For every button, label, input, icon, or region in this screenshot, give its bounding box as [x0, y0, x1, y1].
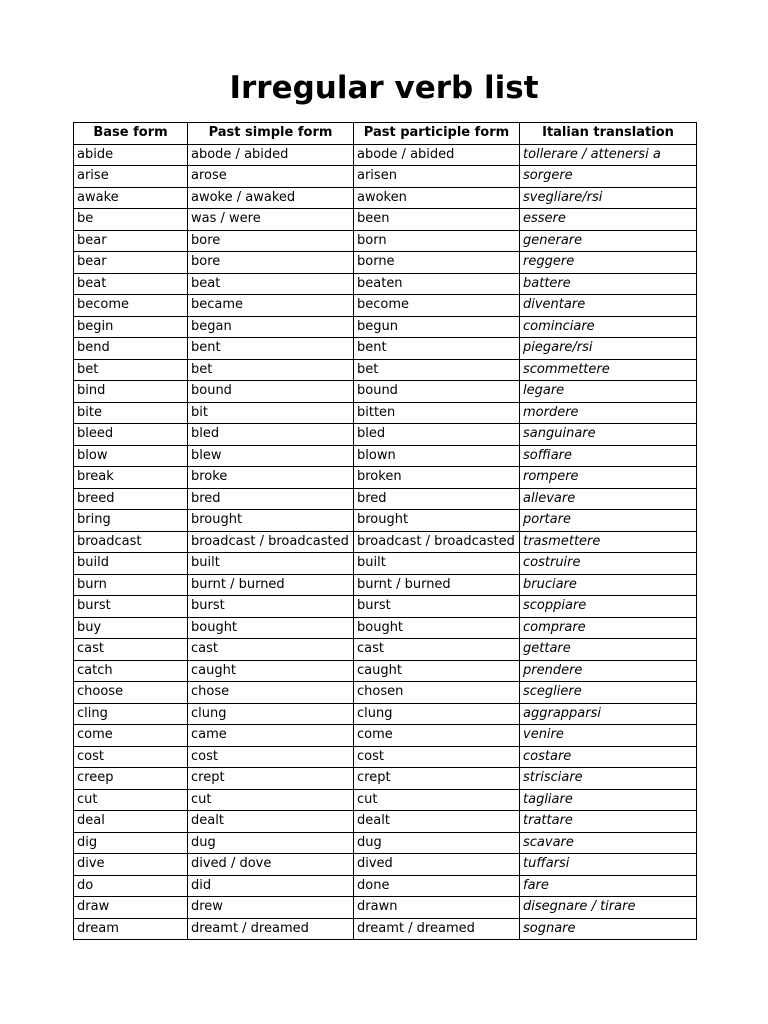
base-form-cell: bring	[74, 510, 188, 532]
past-participle-cell: caught	[354, 660, 520, 682]
base-form-cell: bite	[74, 402, 188, 424]
base-form-cell: become	[74, 295, 188, 317]
past-simple-cell: blew	[188, 445, 354, 467]
italian-translation-cell: rompere	[520, 467, 697, 489]
italian-translation-cell: tollerare / attenersi a	[520, 144, 697, 166]
italian-translation-cell: sorgere	[520, 166, 697, 188]
past-simple-cell: crept	[188, 768, 354, 790]
past-simple-cell: clung	[188, 703, 354, 725]
italian-translation-cell: bruciare	[520, 574, 697, 596]
header-row	[74, 123, 697, 145]
table-row	[74, 510, 697, 532]
base-form-cell: cling	[74, 703, 188, 725]
italian-translation-cell: mordere	[520, 402, 697, 424]
past-simple-cell: abode / abided	[188, 144, 354, 166]
past-participle-cell: built	[354, 553, 520, 575]
table-row	[74, 295, 697, 317]
italian-translation-cell: essere	[520, 209, 697, 231]
base-form-cell: broadcast	[74, 531, 188, 553]
base-form-cell: creep	[74, 768, 188, 790]
past-participle-cell: dreamt / dreamed	[354, 918, 520, 940]
table-row	[74, 617, 697, 639]
italian-translation-cell: soffiare	[520, 445, 697, 467]
past-simple-cell: bred	[188, 488, 354, 510]
base-form-cell: buy	[74, 617, 188, 639]
past-simple-cell: caught	[188, 660, 354, 682]
past-participle-cell: bent	[354, 338, 520, 360]
past-simple-cell: cut	[188, 789, 354, 811]
italian-translation-cell: svegliare/rsi	[520, 187, 697, 209]
past-simple-cell: was / were	[188, 209, 354, 231]
past-simple-cell: dreamt / dreamed	[188, 918, 354, 940]
base-form-cell: deal	[74, 811, 188, 833]
past-simple-cell: began	[188, 316, 354, 338]
past-participle-cell: broadcast / broadcasted	[354, 531, 520, 553]
table-row	[74, 381, 697, 403]
past-simple-cell: dived / dove	[188, 854, 354, 876]
italian-translation-cell: piegare/rsi	[520, 338, 697, 360]
base-form-cell: be	[74, 209, 188, 231]
table-row	[74, 832, 697, 854]
past-simple-cell: bore	[188, 252, 354, 274]
italian-translation-cell: tagliare	[520, 789, 697, 811]
past-simple-cell: awoke / awaked	[188, 187, 354, 209]
italian-translation-cell: aggrapparsi	[520, 703, 697, 725]
base-form-cell: cost	[74, 746, 188, 768]
table-row	[74, 252, 697, 274]
past-simple-cell: drew	[188, 897, 354, 919]
base-form-cell: awake	[74, 187, 188, 209]
past-participle-cell: blown	[354, 445, 520, 467]
past-simple-cell: bit	[188, 402, 354, 424]
italian-translation-cell: fare	[520, 875, 697, 897]
past-simple-cell: broadcast / broadcasted	[188, 531, 354, 553]
past-participle-cell: bitten	[354, 402, 520, 424]
table-row	[74, 166, 697, 188]
past-simple-cell: cost	[188, 746, 354, 768]
table-row	[74, 531, 697, 553]
italian-translation-cell: legare	[520, 381, 697, 403]
past-participle-cell: cost	[354, 746, 520, 768]
base-form-cell: bind	[74, 381, 188, 403]
past-participle-cell: begun	[354, 316, 520, 338]
past-simple-cell: dealt	[188, 811, 354, 833]
italian-translation-cell: costare	[520, 746, 697, 768]
verb-table	[73, 122, 697, 940]
past-participle-cell: burnt / burned	[354, 574, 520, 596]
past-participle-cell: bought	[354, 617, 520, 639]
base-form-cell: bend	[74, 338, 188, 360]
past-participle-cell: bled	[354, 424, 520, 446]
past-simple-cell: broke	[188, 467, 354, 489]
italian-translation-cell: sanguinare	[520, 424, 697, 446]
table-row	[74, 359, 697, 381]
base-form-cell: cast	[74, 639, 188, 661]
past-simple-cell: bled	[188, 424, 354, 446]
table-row	[74, 596, 697, 618]
past-participle-cell: broken	[354, 467, 520, 489]
table-row	[74, 811, 697, 833]
base-form-cell: do	[74, 875, 188, 897]
past-simple-cell: did	[188, 875, 354, 897]
base-form-cell: blow	[74, 445, 188, 467]
table-row	[74, 746, 697, 768]
italian-translation-cell: comprare	[520, 617, 697, 639]
header-past-participle: Past participle form	[354, 123, 520, 145]
past-simple-cell: chose	[188, 682, 354, 704]
italian-translation-cell: trattare	[520, 811, 697, 833]
past-simple-cell: built	[188, 553, 354, 575]
table-row	[74, 897, 697, 919]
table-row	[74, 273, 697, 295]
base-form-cell: break	[74, 467, 188, 489]
table-row	[74, 725, 697, 747]
page-title: Irregular verb list	[229, 70, 539, 106]
table-row	[74, 768, 697, 790]
table-row	[74, 316, 697, 338]
past-simple-cell: dug	[188, 832, 354, 854]
past-participle-cell: dived	[354, 854, 520, 876]
italian-translation-cell: prendere	[520, 660, 697, 682]
table-row	[74, 553, 697, 575]
table-row	[74, 424, 697, 446]
italian-translation-cell: venire	[520, 725, 697, 747]
base-form-cell: begin	[74, 316, 188, 338]
past-simple-cell: cast	[188, 639, 354, 661]
past-participle-cell: clung	[354, 703, 520, 725]
table-row	[74, 230, 697, 252]
base-form-cell: draw	[74, 897, 188, 919]
table-row	[74, 187, 697, 209]
past-participle-cell: bound	[354, 381, 520, 403]
base-form-cell: bear	[74, 252, 188, 274]
italian-translation-cell: reggere	[520, 252, 697, 274]
italian-translation-cell: scoppiare	[520, 596, 697, 618]
table-row	[74, 789, 697, 811]
base-form-cell: bear	[74, 230, 188, 252]
table-header	[74, 123, 697, 145]
italian-translation-cell: disegnare / tirare	[520, 897, 697, 919]
table-row	[74, 467, 697, 489]
past-participle-cell: cast	[354, 639, 520, 661]
past-participle-cell: dealt	[354, 811, 520, 833]
base-form-cell: dive	[74, 854, 188, 876]
table-row	[74, 574, 697, 596]
past-simple-cell: brought	[188, 510, 354, 532]
italian-translation-cell: strisciare	[520, 768, 697, 790]
past-participle-cell: crept	[354, 768, 520, 790]
italian-translation-cell: allevare	[520, 488, 697, 510]
table-row	[74, 875, 697, 897]
past-participle-cell: born	[354, 230, 520, 252]
italian-translation-cell: gettare	[520, 639, 697, 661]
base-form-cell: breed	[74, 488, 188, 510]
past-participle-cell: bred	[354, 488, 520, 510]
past-participle-cell: been	[354, 209, 520, 231]
base-form-cell: bleed	[74, 424, 188, 446]
base-form-cell: abide	[74, 144, 188, 166]
italian-translation-cell: trasmettere	[520, 531, 697, 553]
past-participle-cell: become	[354, 295, 520, 317]
past-participle-cell: come	[354, 725, 520, 747]
base-form-cell: dig	[74, 832, 188, 854]
italian-translation-cell: diventare	[520, 295, 697, 317]
base-form-cell: burn	[74, 574, 188, 596]
table-row	[74, 402, 697, 424]
table-row	[74, 703, 697, 725]
base-form-cell: build	[74, 553, 188, 575]
table-row	[74, 445, 697, 467]
table-row	[74, 144, 697, 166]
italian-translation-cell: sognare	[520, 918, 697, 940]
past-participle-cell: done	[354, 875, 520, 897]
italian-translation-cell: tuffarsi	[520, 854, 697, 876]
italian-translation-cell: generare	[520, 230, 697, 252]
past-participle-cell: cut	[354, 789, 520, 811]
italian-translation-cell: scavare	[520, 832, 697, 854]
header-base-form: Base form	[74, 123, 188, 145]
table-row	[74, 338, 697, 360]
base-form-cell: cut	[74, 789, 188, 811]
base-form-cell: arise	[74, 166, 188, 188]
base-form-cell: come	[74, 725, 188, 747]
past-simple-cell: bore	[188, 230, 354, 252]
past-participle-cell: chosen	[354, 682, 520, 704]
table-row	[74, 854, 697, 876]
past-simple-cell: burnt / burned	[188, 574, 354, 596]
past-simple-cell: came	[188, 725, 354, 747]
italian-translation-cell: scommettere	[520, 359, 697, 381]
italian-translation-cell: portare	[520, 510, 697, 532]
table-row	[74, 639, 697, 661]
base-form-cell: bet	[74, 359, 188, 381]
italian-translation-cell: battere	[520, 273, 697, 295]
table-body	[74, 144, 697, 940]
past-participle-cell: awoken	[354, 187, 520, 209]
italian-translation-cell: cominciare	[520, 316, 697, 338]
past-participle-cell: dug	[354, 832, 520, 854]
past-simple-cell: arose	[188, 166, 354, 188]
italian-translation-cell: scegliere	[520, 682, 697, 704]
table-row	[74, 209, 697, 231]
table-row	[74, 488, 697, 510]
base-form-cell: burst	[74, 596, 188, 618]
past-participle-cell: drawn	[354, 897, 520, 919]
base-form-cell: dream	[74, 918, 188, 940]
past-participle-cell: borne	[354, 252, 520, 274]
past-participle-cell: arisen	[354, 166, 520, 188]
past-participle-cell: brought	[354, 510, 520, 532]
base-form-cell: beat	[74, 273, 188, 295]
past-simple-cell: bent	[188, 338, 354, 360]
table-row	[74, 682, 697, 704]
base-form-cell: catch	[74, 660, 188, 682]
header-italian-translation: Italian translation	[520, 123, 697, 145]
past-simple-cell: bound	[188, 381, 354, 403]
past-simple-cell: became	[188, 295, 354, 317]
table-row	[74, 918, 697, 940]
past-simple-cell: beat	[188, 273, 354, 295]
base-form-cell: choose	[74, 682, 188, 704]
past-simple-cell: burst	[188, 596, 354, 618]
past-participle-cell: abode / abided	[354, 144, 520, 166]
past-participle-cell: bet	[354, 359, 520, 381]
table-row	[74, 660, 697, 682]
past-simple-cell: bet	[188, 359, 354, 381]
past-participle-cell: burst	[354, 596, 520, 618]
past-simple-cell: bought	[188, 617, 354, 639]
header-past-simple: Past simple form	[188, 123, 354, 145]
past-participle-cell: beaten	[354, 273, 520, 295]
italian-translation-cell: costruire	[520, 553, 697, 575]
